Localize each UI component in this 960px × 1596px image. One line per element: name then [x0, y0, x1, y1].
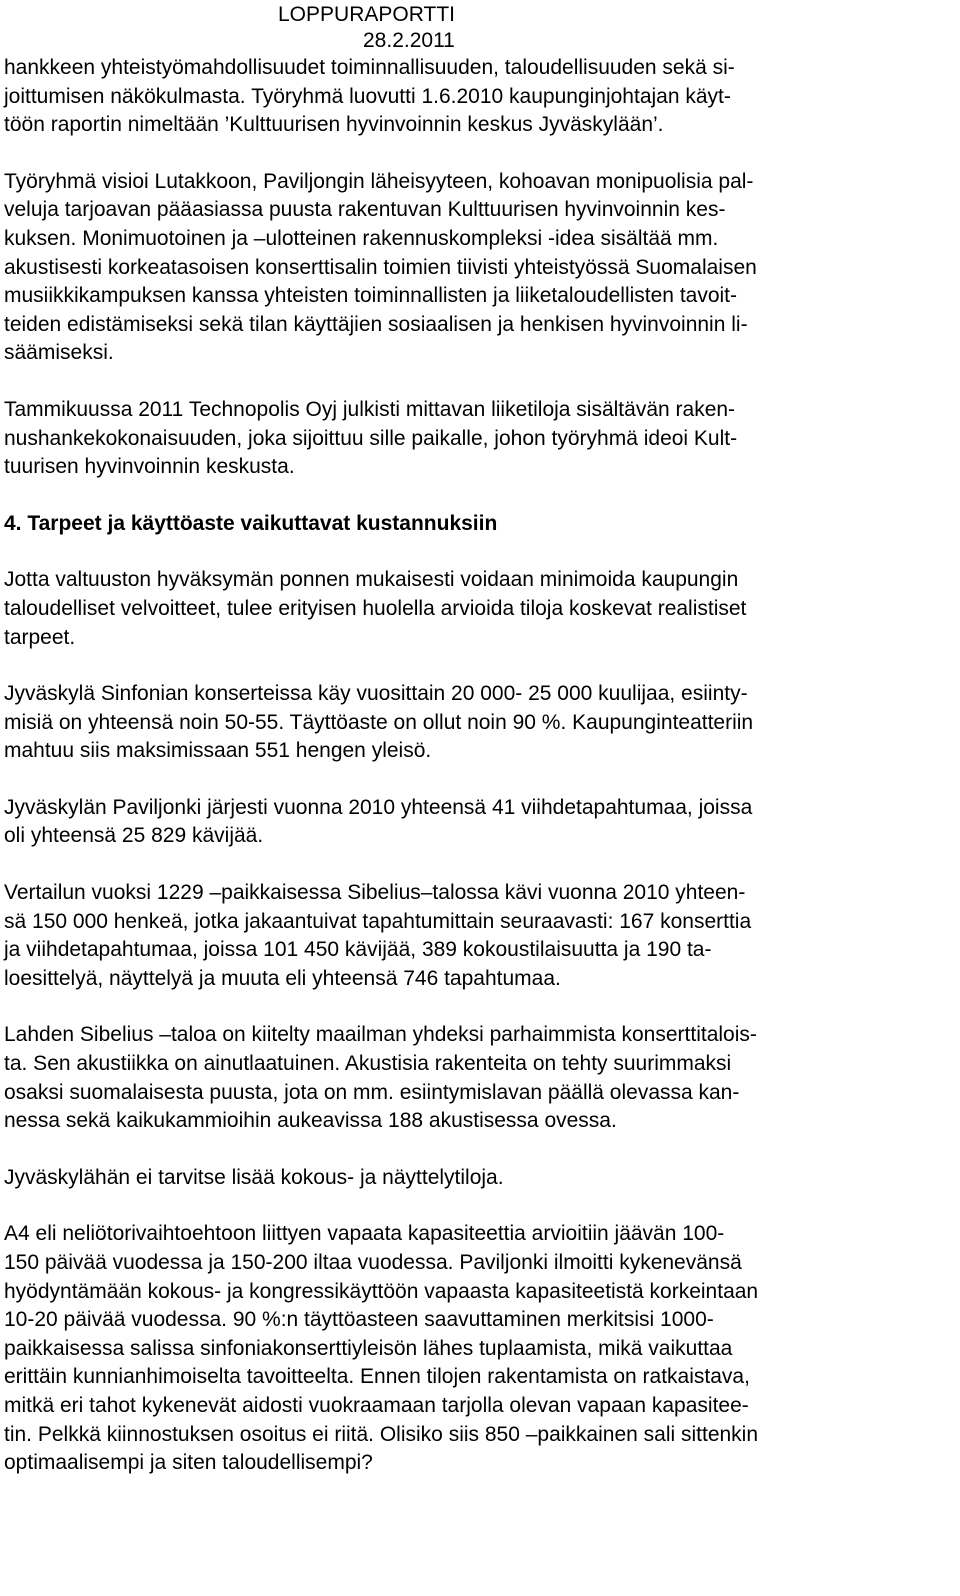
text-line: tarpeet. [4, 625, 76, 649]
text-line: erittäin kunnianhimoiselta tavoitteelta. Ennen tilojen rakentamista on ratkaistava, [4, 1365, 750, 1389]
section-heading: 4. Tarpeet ja käyttöaste vaikuttavat kustannuksiin [4, 511, 498, 535]
text-line: Jyväskylähän ei tarvitse lisää kokous- ja näyttelytiloja. [4, 1165, 504, 1189]
text-line: A4 eli neliötorivaihtoehtoon liittyen vapaata kapasiteettia arvioitiin jäävän 100- [4, 1222, 725, 1246]
text-line: musiikkikampuksen kanssa yhteisten toiminnallisten ja liiketaloudellisten tavoit- [4, 284, 738, 308]
text-line: paikkaisessa salissa sinfoniakonserttiyleisön lähes tuplaamista, mikä vaikuttaa [4, 1336, 733, 1360]
report-title: LOPPURAPORTTI [278, 3, 455, 26]
text-line: oli yhteensä 25 829 kävijää. [4, 824, 264, 848]
paragraph [4, 566, 944, 652]
paragraph [4, 879, 944, 993]
text-line: joittumisen näkökulmasta. Työryhmä luovutti 1.6.2010 kaupunginjohtajan käyt- [4, 84, 731, 108]
text-line: osaksi suomalaisesta puusta, jota on mm. esiintymislavan päällä olevassa kan- [4, 1080, 740, 1104]
paragraph [4, 794, 944, 851]
text-line: hankkeen yhteistyömahdollisuudet toiminnallisuuden, taloudellisuuden sekä si- [4, 56, 735, 79]
text-line: Jyväskylän Paviljonki järjesti vuonna 2010 yhteensä 41 viihdetapahtumaa, joissa [4, 795, 753, 819]
text-line: optimaalisempi ja siten taloudellisempi? [4, 1451, 373, 1475]
text-line: Jotta valtuuston hyväksymän ponnen mukaisesti voidaan minimoida kaupungin [4, 568, 739, 592]
text-line: teiden edistämiseksi sekä tilan käyttäjien sosiaalisen ja henkisen hyvinvoinnin li- [4, 312, 748, 336]
text-line: tuurisen hyvinvoinnin keskusta. [4, 455, 295, 479]
paragraph [4, 396, 944, 482]
text-line: kuksen. Monimuotoinen ja –ulotteinen rakennuskompleksi -idea sisältää mm. [4, 226, 719, 250]
text-line: ta. Sen akustiikka on ainutlaatuinen. Akustisia rakenteita on tehty suurimmaksi [4, 1052, 732, 1076]
text-line: nessa sekä kaikukammioihin aukeavissa 188 akustisessa ovessa. [4, 1109, 617, 1133]
paragraph [4, 168, 944, 368]
paragraph [4, 1164, 944, 1193]
text-line: hyödyntämään kokous- ja kongressikäyttöön vapaasta kapasiteetistä korkeintaan [4, 1279, 759, 1303]
text-line: tin. Pelkkä kiinnostuksen osoitus ei riitä. Olisiko siis 850 –paikkainen sali sittenkin [4, 1422, 759, 1446]
report-header [278, 2, 638, 54]
paragraph [4, 1220, 944, 1477]
text-line: säämiseksi. [4, 341, 114, 365]
paragraph [4, 54, 944, 140]
text-line: taloudelliset velvoitteet, tulee erityisen huolella arvioida tiloja koskevat realistiset [4, 596, 747, 620]
text-line: 10-20 päivää vuodessa. 90 %:n täyttöasteen saavuttaminen merkitsisi 1000- [4, 1308, 714, 1332]
text-line: ja viihdetapahtumaa, joissa 101 450 kävijää, 389 kokoustilaisuutta ja 190 ta- [4, 938, 712, 962]
paragraph [4, 1021, 944, 1135]
text-line: loesittelyä, näyttelyä ja muuta eli yhteensä 746 tapahtumaa. [4, 966, 561, 990]
document-page [4, 2, 944, 1478]
text-line: veluja tarjoavan pääasiassa puusta rakentuvan Kulttuurisen hyvinvoinnin kes- [4, 198, 726, 222]
text-line: 150 päivää vuodessa ja 150-200 iltaa vuodessa. Paviljonki ilmoitti kykenevänsä [4, 1251, 742, 1274]
text-line: Jyväskylä Sinfonian konserteissa käy vuosittain 20 000- 25 000 kuulijaa, esiinty- [4, 682, 748, 706]
paragraph [4, 680, 944, 766]
text-line: akustisesti korkeatasoisen konserttisalin toimien tiivisti yhteistyössä Suomalaisen [4, 255, 757, 279]
text-line: mahtuu siis maksimissaan 551 hengen yleisö. [4, 739, 432, 763]
text-line: Vertailun vuoksi 1229 –paikkaisessa Sibelius–talossa kävi vuonna 2010 yhteen- [4, 881, 746, 905]
text-line: mitkä eri tahot kykenevät aidosti vuokraamaan tarjolla olevan vapaan kapasitee- [4, 1393, 749, 1417]
text-line: misiä on yhteensä noin 50-55. Täyttöaste on ollut noin 90 %. Kaupunginteatteriin [4, 710, 754, 734]
text-line: Tammikuussa 2011 Technopolis Oyj julkisti mittavan liiketiloja sisältävän raken- [4, 397, 736, 421]
text-line: Lahden Sibelius –taloa on kiitelty maailman yhdeksi parhaimmista konserttitalois- [4, 1023, 757, 1047]
text-line: sä 150 000 henkeä, jotka jakaantuivat tapahtumittain seuraavasti: 167 konserttia [4, 909, 752, 933]
text-line: töön raportin nimeltään ’Kulttuurisen hyvinvoinnin keskus Jyväskylään’. [4, 113, 664, 137]
report-date: 28.2.2011 [363, 29, 455, 52]
text-line: Työryhmä visioi Lutakkoon, Paviljongin läheisyyteen, kohoavan monipuolisia pal- [4, 169, 754, 193]
text-line: nushankekokonaisuuden, joka sijoittuu sille paikalle, johon työryhmä ideoi Kult- [4, 426, 738, 450]
